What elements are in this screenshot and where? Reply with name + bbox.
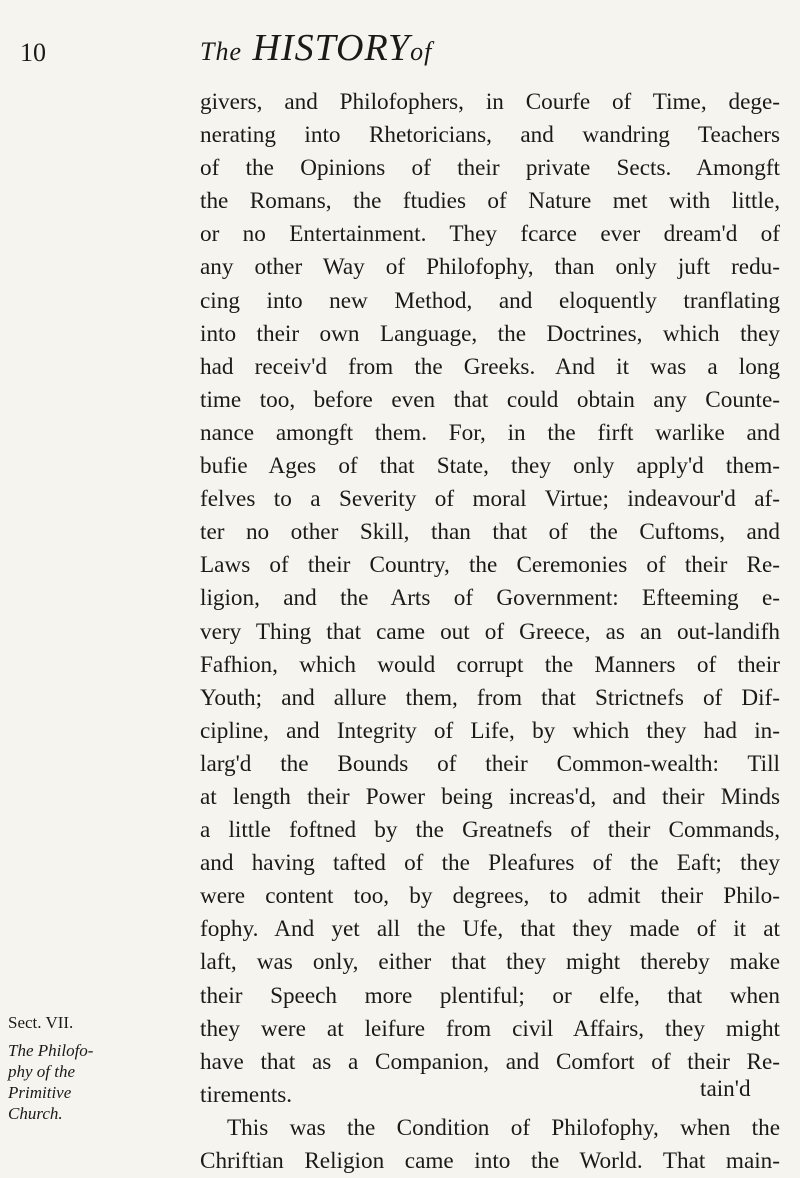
text-line: the Romans, the ftudies of Nature met with little, bbox=[200, 188, 780, 215]
text-line: a little foftned by the Greatnefs of their Commands, bbox=[200, 817, 780, 844]
section-heading bbox=[8, 1012, 193, 1033]
text-line: Youth; and allure them, from that Strictnefs of Dif- bbox=[200, 684, 780, 711]
text-line: Fafhion, which would corrupt the Manners of their bbox=[200, 651, 780, 678]
marginal-note-line: Church. bbox=[8, 1104, 63, 1123]
text-line: bufie Ages of that State, they only apply'd them- bbox=[200, 453, 780, 480]
text-line: fophy. And yet all the Ufe, that they made of it at bbox=[200, 916, 780, 943]
text-line: have that as a Companion, and Comfort of their Re- bbox=[200, 1048, 780, 1075]
text-line: Chriftian Religion came into the World. That main- bbox=[200, 1148, 780, 1174]
running-head-suffix: of bbox=[410, 37, 433, 66]
text-line: any other Way of Philofophy, than only juft redu- bbox=[200, 254, 780, 281]
text-line: nerating into Rhetoricians, and wandring Teachers bbox=[200, 122, 780, 149]
text-line: cipline, and Integrity of Life, by which they had in- bbox=[200, 717, 780, 744]
marginal-note-line: phy of the bbox=[8, 1062, 76, 1081]
marginal-note bbox=[8, 1040, 193, 1124]
text-line: larg'd the Bounds of their Common-wealth: Till bbox=[200, 750, 780, 777]
text-line: or no Entertainment. They fcarce ever dream'd of bbox=[200, 221, 780, 248]
text-line: ligion, and the Arts of Government: Efteeming e- bbox=[200, 585, 780, 612]
text-line: and having tafted of the Pleafures of the Eaft; they bbox=[200, 850, 780, 877]
running-head-prefix: The bbox=[200, 37, 242, 66]
text-line: nance amongft them. For, in the firft warlike and bbox=[200, 419, 780, 446]
text-line: Laws of their Country, the Ceremonies of their Re- bbox=[200, 552, 780, 579]
running-head bbox=[200, 26, 432, 70]
text-line: laft, was only, either that they might thereby make bbox=[200, 949, 780, 976]
marginal-note-line: Primitive bbox=[8, 1083, 72, 1102]
text-line: were content too, by degrees, to admit their Philo- bbox=[200, 883, 780, 910]
text-line: at length their Power being increas'd, and their Minds bbox=[200, 783, 780, 810]
text-line: This was the Condition of Philofophy, when the bbox=[227, 1114, 780, 1141]
text-line: felves to a Severity of moral Virtue; indeavour'd af- bbox=[200, 486, 780, 513]
section-number: Sect. VII. bbox=[8, 1013, 74, 1032]
text-line: time too, before even that could obtain any Counte- bbox=[200, 386, 780, 413]
text-line: they were at leifure from civil Affairs, they might bbox=[200, 1015, 780, 1042]
text-line: cing into new Method, and eloquently tranflating bbox=[200, 287, 780, 314]
running-head-main: HISTORY bbox=[252, 27, 411, 69]
text-line: tirements. bbox=[200, 1081, 293, 1108]
text-line: their Speech more plentiful; or elfe, that when bbox=[200, 982, 780, 1009]
text-line: had receiv'd from the Greeks. And it was a long bbox=[200, 353, 780, 380]
marginal-note-line: The Philofo- bbox=[8, 1041, 94, 1060]
text-line: ter no other Skill, than that of the Cuftoms, and bbox=[200, 519, 780, 546]
catchword: tain'd bbox=[700, 1076, 751, 1102]
text-line: givers, and Philofophers, in Courfe of Time, dege- bbox=[200, 89, 780, 115]
text-line: very Thing that came out of Greece, as an out-landifh bbox=[200, 618, 780, 645]
body-text bbox=[200, 86, 780, 1178]
text-line: into their own Language, the Doctrines, which they bbox=[200, 320, 780, 347]
page-number: 10 bbox=[20, 38, 46, 67]
text-line: of the Opinions of their private Sects. Amongft bbox=[200, 155, 780, 182]
